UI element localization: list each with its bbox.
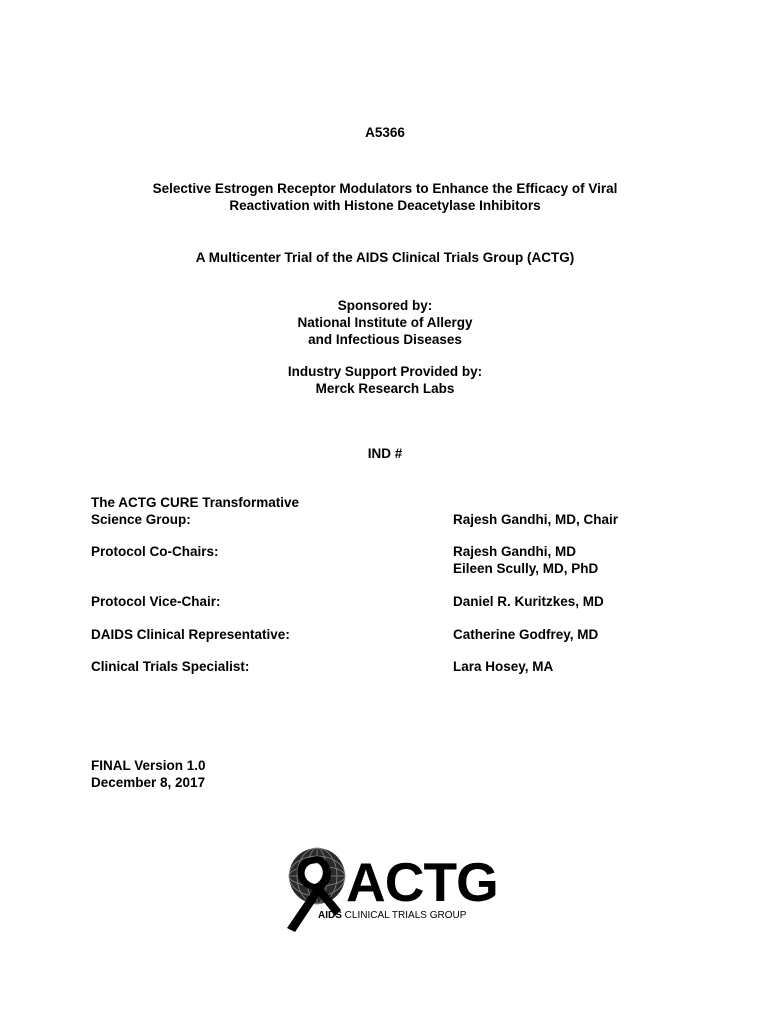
role-name-cure-group: Rajesh Gandhi, MD, Chair xyxy=(453,512,619,527)
protocol-id: A5366 xyxy=(365,125,405,140)
role-label-co-chairs: Protocol Co-Chairs: xyxy=(91,544,219,559)
role-label-vice-chair: Protocol Vice-Chair: xyxy=(91,594,221,609)
protocol-subtitle: A Multicenter Trial of the AIDS Clinical Trials Group (ACTG) xyxy=(195,250,575,265)
role-label-daids-rep: DAIDS Clinical Representative: xyxy=(91,627,290,642)
sponsor-line-2: and Infectious Diseases xyxy=(308,332,462,347)
version-block xyxy=(91,757,206,791)
sponsor-label: Sponsored by: xyxy=(337,298,433,313)
industry-name: Merck Research Labs xyxy=(315,381,455,396)
protocol-title xyxy=(0,180,770,214)
title-line-2: Reactivation with Histone Deacetylase Inhibitors xyxy=(229,198,541,213)
ind-number: IND # xyxy=(367,446,403,461)
sponsor-block xyxy=(0,297,770,348)
industry-support-block xyxy=(0,363,770,397)
logo-wordmark: ACTG xyxy=(346,851,498,913)
role-label-cure-group: The ACTG CURE Transformative Science Group: xyxy=(91,495,300,527)
role-name-trials-specialist: Lara Hosey, MA xyxy=(453,659,554,674)
role-name-daids-rep: Catherine Godfrey, MD xyxy=(453,627,599,642)
version-date: December 8, 2017 xyxy=(91,775,206,790)
role-label-trials-specialist: Clinical Trials Specialist: xyxy=(91,659,250,674)
version-label: FINAL Version 1.0 xyxy=(91,758,206,773)
industry-label: Industry Support Provided by: xyxy=(287,364,483,379)
role-name-co-chairs: Rajesh Gandhi, MD Eileen Scully, MD, PhD xyxy=(453,544,599,576)
sponsor-line-1: National Institute of Allergy xyxy=(297,315,473,330)
logo-tagline: AIDS CLINICAL TRIALS GROUP xyxy=(318,910,467,921)
role-name-vice-chair: Daniel R. Kuritzkes, MD xyxy=(453,594,604,609)
title-line-1: Selective Estrogen Receptor Modulators to Enhance the Efficacy of Viral xyxy=(152,181,618,196)
